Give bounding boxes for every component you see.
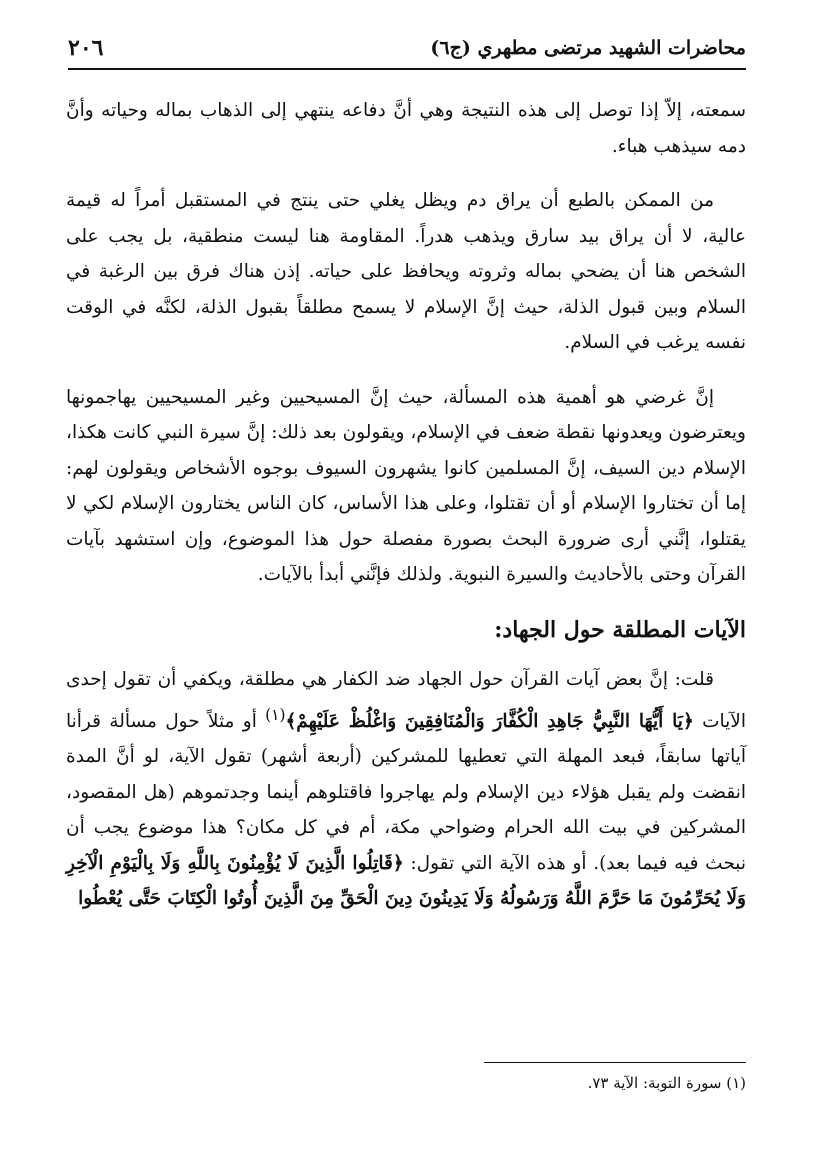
quran-verse-1: ﴿يَا أَيُّهَا النَّبِيُّ جَاهِدِ الْكُفَّارَ وَالْمُنَافِقِينَ وَاغْلُظْ عَلَيْهِمْ﴾ bbox=[285, 710, 694, 732]
running-title: محاضرات الشهيد مرتضى مطهري (ج٦) bbox=[430, 37, 746, 59]
paragraph-4-text-a: قلت: إنَّ بعض آيات القرآن حول الجهاد ضد الكفار هي مطلقة، ويكفي أن تقول إحدى الآيات bbox=[66, 669, 746, 732]
footnote: (١) سورة التوبة: الآية ٧٣. bbox=[587, 1074, 746, 1092]
paragraph-4-text-b: أو مثلاً حول مسألة قرأنا آياتها سابقاً، فبعد المهلة التي تعطيها للمشركين (أربعة أشهر) تقول الآية، لو أنَّ المدة انقضت ولم يقبل هؤلاء دين الإسلام ولم يهاجروا فاقتلوهم أينما وجدتموهم (هل المقصود، المشركين في بيت الله الحرام وضواحي مكة، أم في كل مكان؟ هذا موضوع يجب أن نبحث فيه فيما بعد). أو هذه الآية التي تقول: bbox=[66, 710, 746, 874]
page-header bbox=[68, 28, 746, 70]
footnote-marker: (١) bbox=[265, 705, 286, 724]
quran-verse-2: ﴿قَاتِلُوا الَّذِينَ لَا يُؤْمِنُونَ بِاللَّهِ وَلَا بِالْيَوْمِ الْآخِرِ وَلَا يُحَرِّمُونَ مَا حَرَّمَ اللَّهُ وَرَسُولُهُ وَلَا يَدِينُونَ دِينَ الْحَقِّ مِنَ الَّذِينَ أُوتُوا الْكِتَابَ حَتَّى يُعْطُوا bbox=[66, 852, 746, 910]
footnote-divider bbox=[484, 1062, 746, 1063]
paragraph-2: من الممكن بالطبع أن يراق دم ويظل يغلي حتى ينتج في المستقبل أمراً له قيمة عالية، لا أن يراق بيد سارق ويذهب هدراً. المقاومة هنا ليست منطقية، بل يجب على الشخص هنا أن يضحي بماله وثروته ويحافظ على حياته. إذن هناك فرق بين الرغبة في السلام وبين قبول الذلة، حيث إنَّ الإسلام لا يسمح مطلقاً بقبول الذلة، لكنَّه في الوقت نفسه يرغب في السلام. bbox=[66, 190, 746, 353]
body-text bbox=[66, 93, 746, 917]
paragraph-3: إنَّ غرضي هو أهمية هذه المسألة، حيث إنَّ المسيحيين وغير المسيحيين يهاجمونها ويعترضون ويعدونها نقطة ضعف في الإسلام، ويقولون بعد ذلك: إنَّ سيرة النبي كانت هكذا، الإسلام دين السيف، إنَّ المسلمين كانوا يشهرون السيوف بوجوه الأشخاص ويقولون لهم: إما أن تختاروا الإسلام أو أن تقتلوا، وعلى هذا الأساس، كان الناس يختارون الإسلام لكي لا يقتلوا، إنَّني أرى ضرورة البحث بصورة مفصلة حول هذا الموضوع، وإن استشهد بآيات القرآن وحتى بالأحاديث والسيرة النبوية. ولذلك فإنَّني أبدأ بالآيات. bbox=[66, 386, 746, 585]
paragraph-4 bbox=[66, 662, 746, 917]
page-number: ٢٠٦ bbox=[68, 35, 104, 61]
section-heading: الآيات المطلقة حول الجهاد: bbox=[494, 616, 746, 643]
paragraph-1: سمعته، إلاّ إذا توصل إلى هذه النتيجة وهي أنَّ دفاعه ينتهي إلى الذهاب بماله وحياته وأنَّ دمه سيذهب هباء. bbox=[66, 100, 746, 157]
